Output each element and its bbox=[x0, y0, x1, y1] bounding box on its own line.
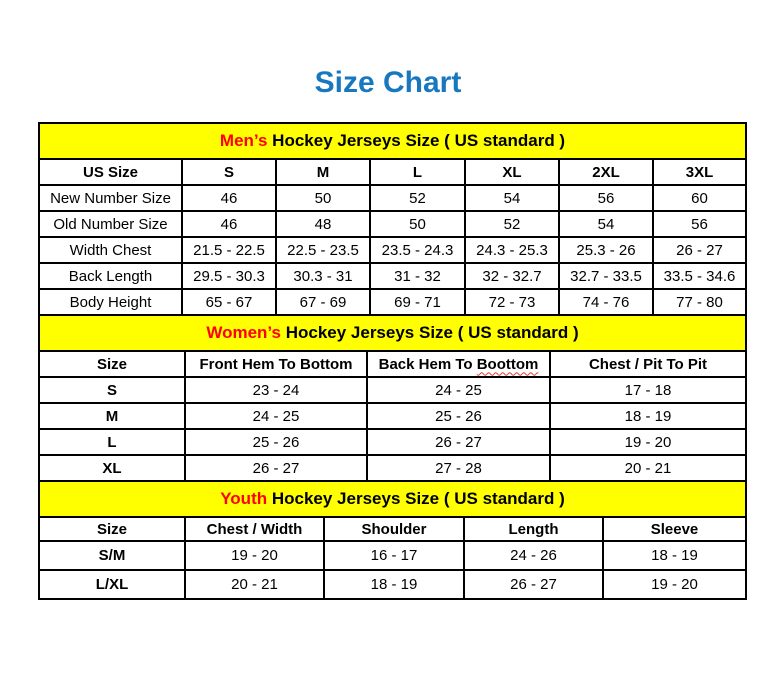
header-cell: S bbox=[182, 159, 276, 185]
value-cell: 67 - 69 bbox=[276, 289, 370, 315]
youth-banner-text: Hockey Jerseys Size ( US standard ) bbox=[267, 489, 565, 508]
value-cell: 19 - 20 bbox=[603, 570, 746, 599]
womens-size-table bbox=[38, 314, 747, 482]
table-row bbox=[39, 185, 746, 211]
header-text: Back Hem To bbox=[378, 355, 477, 373]
youth-banner-row bbox=[39, 481, 746, 517]
value-cell: 18 - 19 bbox=[324, 570, 464, 599]
value-cell: 27 - 28 bbox=[367, 455, 550, 481]
value-cell: 48 bbox=[276, 211, 370, 237]
value-cell: 25 - 26 bbox=[185, 429, 367, 455]
mens-banner-text: Hockey Jerseys Size ( US standard ) bbox=[267, 131, 566, 150]
value-cell: 32 - 32.7 bbox=[465, 263, 559, 289]
value-cell: 26 - 27 bbox=[464, 570, 603, 599]
value-cell: 69 - 71 bbox=[370, 289, 465, 315]
value-cell: 46 bbox=[182, 211, 276, 237]
value-cell: 19 - 20 bbox=[185, 541, 324, 570]
value-cell: 52 bbox=[370, 185, 465, 211]
value-cell: 54 bbox=[559, 211, 653, 237]
youth-banner-highlight: Youth bbox=[220, 489, 268, 508]
page-title: Size Chart bbox=[314, 66, 462, 99]
value-cell: 32.7 - 33.5 bbox=[559, 263, 653, 289]
value-cell: 74 - 76 bbox=[559, 289, 653, 315]
value-cell: 25 - 26 bbox=[367, 403, 550, 429]
value-cell: 20 - 21 bbox=[550, 455, 746, 481]
value-cell: 26 - 27 bbox=[653, 237, 746, 263]
value-cell: 26 - 27 bbox=[367, 429, 550, 455]
value-cell: 18 - 19 bbox=[550, 403, 746, 429]
value-cell: 31 - 32 bbox=[370, 263, 465, 289]
header-cell: Size bbox=[39, 517, 185, 541]
value-cell: 24 - 25 bbox=[185, 403, 367, 429]
womens-header-row bbox=[39, 351, 746, 377]
header-cell: Front Hem To Bottom bbox=[185, 351, 367, 377]
spellcheck-underlined-word: Boottom bbox=[476, 355, 539, 373]
mens-banner-row bbox=[39, 123, 746, 159]
mens-banner bbox=[39, 123, 746, 159]
header-cell: 2XL bbox=[559, 159, 653, 185]
value-cell: 17 - 18 bbox=[550, 377, 746, 403]
womens-banner-text: Hockey Jerseys Size ( US standard ) bbox=[280, 323, 579, 342]
value-cell: 22.5 - 23.5 bbox=[276, 237, 370, 263]
value-cell: 25.3 - 26 bbox=[559, 237, 653, 263]
value-cell: 18 - 19 bbox=[603, 541, 746, 570]
row-label-cell: XL bbox=[39, 455, 185, 481]
youth-banner bbox=[39, 481, 746, 517]
header-cell: Chest / Pit To Pit bbox=[550, 351, 746, 377]
table-row bbox=[39, 211, 746, 237]
header-cell: Sleeve bbox=[603, 517, 746, 541]
mens-size-table bbox=[38, 122, 747, 316]
value-cell: 16 - 17 bbox=[324, 541, 464, 570]
row-label-cell: Width Chest bbox=[39, 237, 182, 263]
header-cell: Size bbox=[39, 351, 185, 377]
row-label-cell: Back Length bbox=[39, 263, 182, 289]
table-row bbox=[39, 455, 746, 481]
womens-banner-highlight: Women’s bbox=[206, 323, 281, 342]
value-cell: 72 - 73 bbox=[465, 289, 559, 315]
value-cell: 23.5 - 24.3 bbox=[370, 237, 465, 263]
mens-banner-highlight: Men’s bbox=[219, 131, 268, 150]
row-label-cell: S bbox=[39, 377, 185, 403]
womens-banner-row bbox=[39, 315, 746, 351]
header-cell-misspelled bbox=[367, 351, 550, 377]
header-cell: Chest / Width bbox=[185, 517, 324, 541]
row-label-cell: M bbox=[39, 403, 185, 429]
value-cell: 52 bbox=[465, 211, 559, 237]
header-cell: Shoulder bbox=[324, 517, 464, 541]
value-cell: 56 bbox=[653, 211, 746, 237]
table-row bbox=[39, 377, 746, 403]
row-label-cell: New Number Size bbox=[39, 185, 182, 211]
youth-header-row bbox=[39, 517, 746, 541]
row-label-cell: L/XL bbox=[39, 570, 185, 599]
row-label-cell: L bbox=[39, 429, 185, 455]
row-label-cell: Body Height bbox=[39, 289, 182, 315]
table-row bbox=[39, 541, 746, 570]
header-cell: M bbox=[276, 159, 370, 185]
value-cell: 24 - 26 bbox=[464, 541, 603, 570]
table-row bbox=[39, 570, 746, 599]
value-cell: 24.3 - 25.3 bbox=[465, 237, 559, 263]
value-cell: 77 - 80 bbox=[653, 289, 746, 315]
row-label-cell: S/M bbox=[39, 541, 185, 570]
value-cell: 60 bbox=[653, 185, 746, 211]
row-label-cell: Old Number Size bbox=[39, 211, 182, 237]
table-row bbox=[39, 403, 746, 429]
value-cell: 26 - 27 bbox=[185, 455, 367, 481]
value-cell: 56 bbox=[559, 185, 653, 211]
header-cell: US Size bbox=[39, 159, 182, 185]
value-cell: 50 bbox=[276, 185, 370, 211]
youth-size-table bbox=[38, 480, 747, 600]
header-cell: Length bbox=[464, 517, 603, 541]
table-row bbox=[39, 237, 746, 263]
header-cell: 3XL bbox=[653, 159, 746, 185]
table-row bbox=[39, 429, 746, 455]
value-cell: 65 - 67 bbox=[182, 289, 276, 315]
value-cell: 24 - 25 bbox=[367, 377, 550, 403]
table-row bbox=[39, 263, 746, 289]
value-cell: 29.5 - 30.3 bbox=[182, 263, 276, 289]
mens-header-row bbox=[39, 159, 746, 185]
value-cell: 23 - 24 bbox=[185, 377, 367, 403]
header-cell: XL bbox=[465, 159, 559, 185]
table-row bbox=[39, 289, 746, 315]
size-chart-tables bbox=[38, 122, 747, 600]
value-cell: 33.5 - 34.6 bbox=[653, 263, 746, 289]
value-cell: 20 - 21 bbox=[185, 570, 324, 599]
value-cell: 21.5 - 22.5 bbox=[182, 237, 276, 263]
value-cell: 30.3 - 31 bbox=[276, 263, 370, 289]
value-cell: 19 - 20 bbox=[550, 429, 746, 455]
header-cell: L bbox=[370, 159, 465, 185]
womens-banner bbox=[39, 315, 746, 351]
value-cell: 50 bbox=[370, 211, 465, 237]
value-cell: 46 bbox=[182, 185, 276, 211]
value-cell: 54 bbox=[465, 185, 559, 211]
